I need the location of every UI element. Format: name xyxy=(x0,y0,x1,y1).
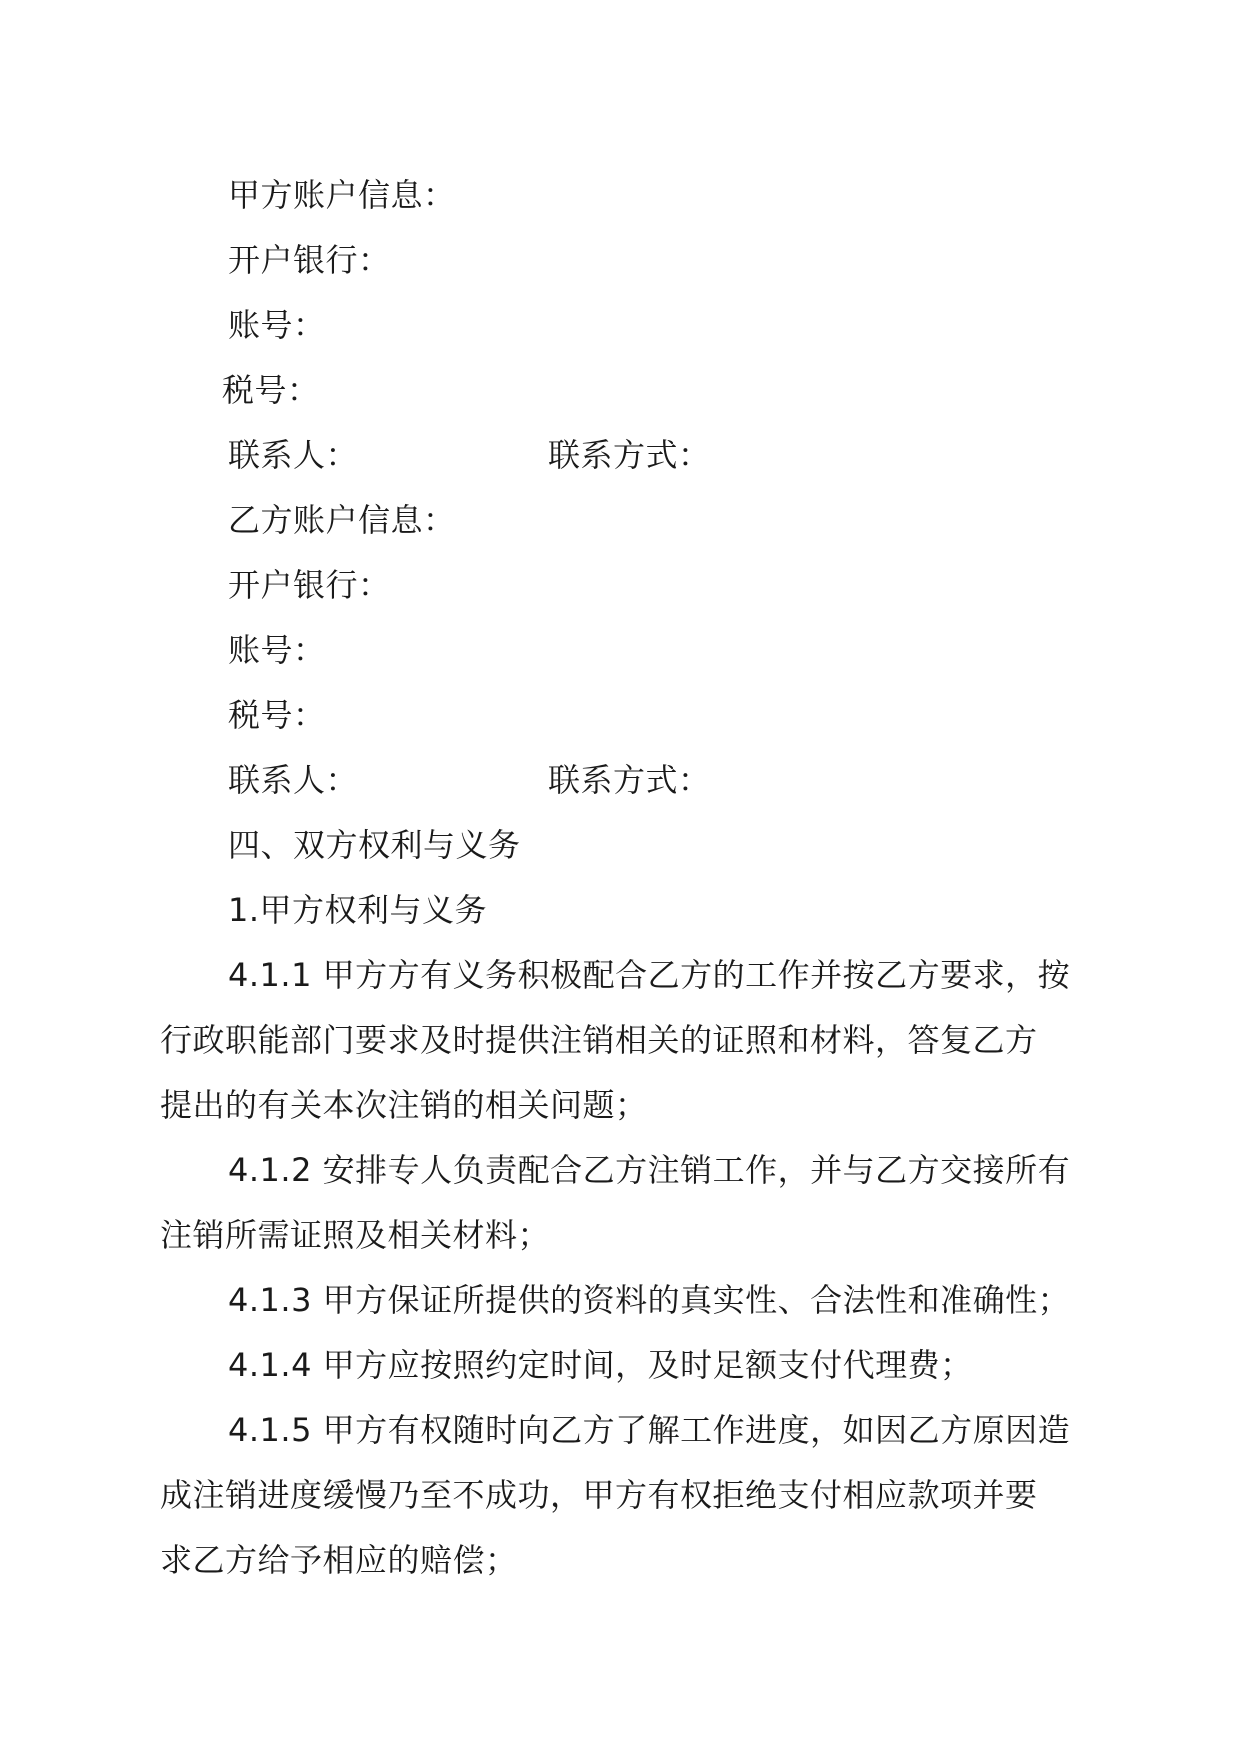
party-b-account-no-label: 账号： xyxy=(228,631,326,669)
clause-4-1-2-line-2: 注销所需证照及相关材料； xyxy=(160,1216,551,1254)
party-a-account-heading: 甲方账户信息： xyxy=(228,176,456,214)
section-four-subheading: 1.甲方权利与义务 xyxy=(228,891,488,929)
clause-4-1-5-line-1: 4.1.5 甲方有权随时向乙方了解工作进度，如因乙方原因造 xyxy=(228,1411,1071,1449)
party-a-tax-no-label: 税号： xyxy=(222,371,320,409)
party-b-tax-no-label: 税号： xyxy=(228,696,326,734)
clause-4-1-5-line-2: 成注销进度缓慢乃至不成功，甲方有权拒绝支付相应款项并要 xyxy=(160,1476,1038,1514)
clause-4-1-1-line-3: 提出的有关本次注销的相关问题； xyxy=(160,1086,648,1124)
party-a-bank-label: 开户银行： xyxy=(228,241,391,279)
party-a-contact-person-label: 联系人： xyxy=(228,436,359,474)
party-a-contact-method-label: 联系方式： xyxy=(548,436,711,474)
party-b-bank-label: 开户银行： xyxy=(228,566,391,604)
clause-4-1-5-line-3: 求乙方给予相应的赔偿； xyxy=(160,1541,518,1579)
party-b-contact-row xyxy=(228,760,1128,800)
party-a-contact-row xyxy=(228,435,1128,475)
section-four-heading: 四、双方权利与义务 xyxy=(228,826,521,864)
clause-4-1-1-line-2: 行政职能部门要求及时提供注销相关的证照和材料，答复乙方 xyxy=(160,1021,1038,1059)
party-b-contact-person-label: 联系人： xyxy=(228,761,359,799)
clause-4-1-3-line-1: 4.1.3 甲方保证所提供的资料的真实性、合法性和准确性； xyxy=(228,1281,1071,1319)
clause-4-1-4-line-1: 4.1.4 甲方应按照约定时间，及时足额支付代理费； xyxy=(228,1346,973,1384)
party-b-account-heading: 乙方账户信息： xyxy=(228,501,456,539)
clause-4-1-1-line-1: 4.1.1 甲方方有义务积极配合乙方的工作并按乙方要求，按 xyxy=(228,956,1071,994)
party-a-account-no-label: 账号： xyxy=(228,306,326,344)
clause-4-1-2-line-1: 4.1.2 安排专人负责配合乙方注销工作，并与乙方交接所有 xyxy=(228,1151,1071,1189)
party-b-contact-method-label: 联系方式： xyxy=(548,761,711,799)
